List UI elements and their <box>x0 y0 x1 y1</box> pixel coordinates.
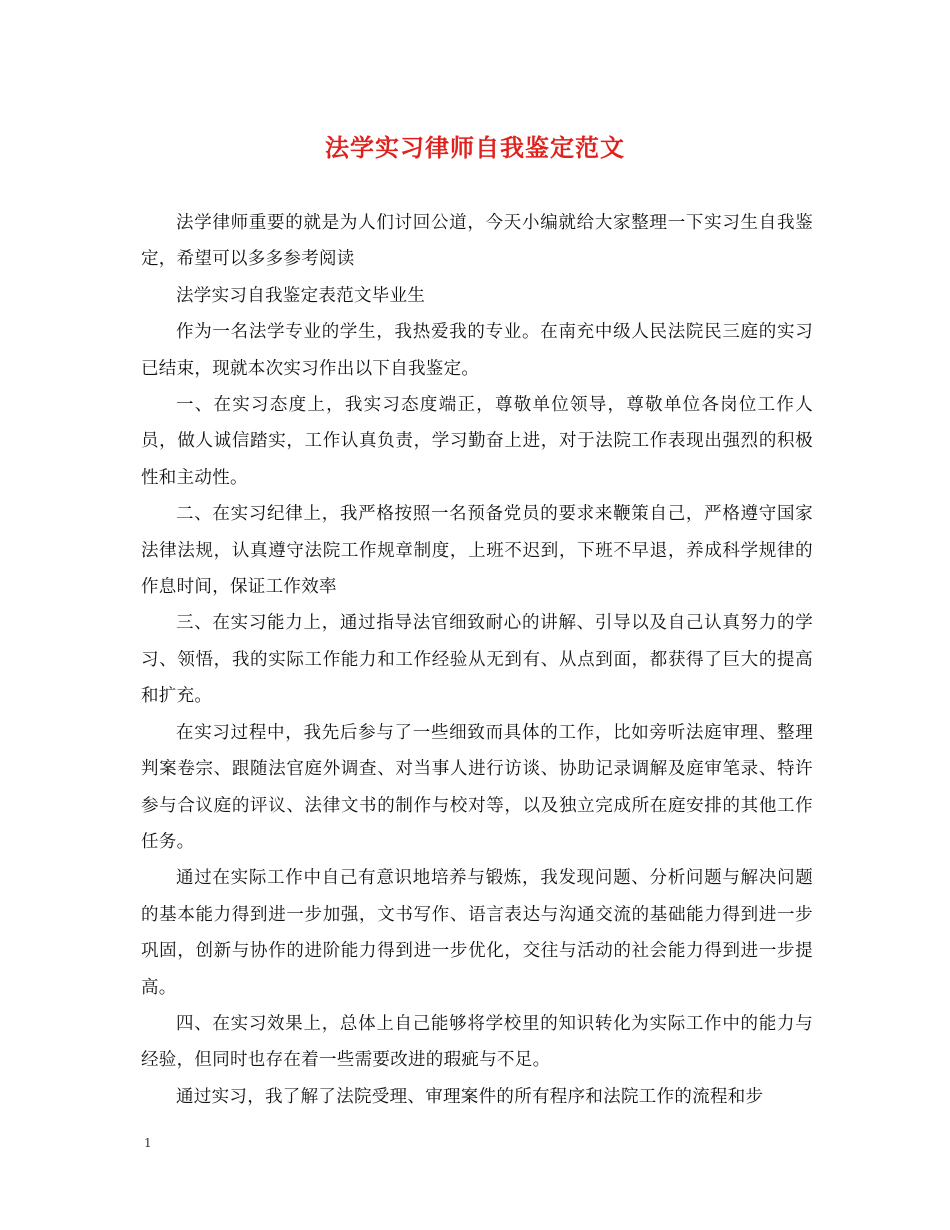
document-title: 法学实习律师自我鉴定范文 <box>325 133 625 162</box>
paragraph: 四、在实习效果上，总体上自己能够将学校里的知识转化为实际工作中的能力与经验，但同时也存在着一些需要改进的瑕疵与不足。 <box>141 1013 813 1071</box>
paragraph: 通过在实际工作中自己有意识地培养与锻炼，我发现问题、分析问题与解决问题的基本能力得到进一步加强，文书写作、语言表达与沟通交流的基础能力得到进一步巩固，创新与协作的进阶能力得到进一步优化，交往与活动的社会能力得到进一步提高。 <box>141 868 813 998</box>
paragraph: 作为一名法学专业的学生，我热爱我的专业。在南充中级人民法院民三庭的实习已结束，现就本次实习作出以下自我鉴定。 <box>141 322 813 379</box>
paragraph: 法学律师重要的就是为人们讨回公道，今天小编就给大家整理一下实习生自我鉴定，希望可以多多参考阅读 <box>141 213 813 270</box>
page-number: 1 <box>144 1136 152 1150</box>
paragraph: 在实习过程中，我先后参与了一些细致而具体的工作，比如旁听法庭审理、整理判案卷宗、跟随法官庭外调查、对当事人进行访谈、协助记录调解及庭审笔录、特许参与合议庭的评议、法律文书的制作与校对等，以及独立完成所在庭安排的其他工作任务。 <box>141 722 813 852</box>
paragraph: 一、在实习态度上，我实习态度端正，尊敬单位领导，尊敬单位各岗位工作人员，做人诚信踏实，工作认真负责，学习勤奋上进，对于法院工作表现出强烈的积极性和主动性。 <box>141 395 813 488</box>
document-body <box>141 205 813 1115</box>
paragraph: 通过实习，我了解了法院受理、审理案件的所有程序和法院工作的流程和步 <box>176 1086 764 1107</box>
paragraph: 三、在实习能力上，通过指导法官细致耐心的讲解、引导以及自己认真努力的学习、领悟，我的实际工作能力和工作经验从无到有、从点到面，都获得了巨大的提高和扩充。 <box>141 613 813 707</box>
paragraph: 二、在实习纪律上，我严格按照一名预备党员的要求来鞭策自己，严格遵守国家法律法规，认真遵守法院工作规章制度，上班不迟到，下班不早退，养成科学规律的作息时间，保证工作效率 <box>141 504 813 598</box>
paragraph: 法学实习自我鉴定表范文毕业生 <box>176 285 426 306</box>
